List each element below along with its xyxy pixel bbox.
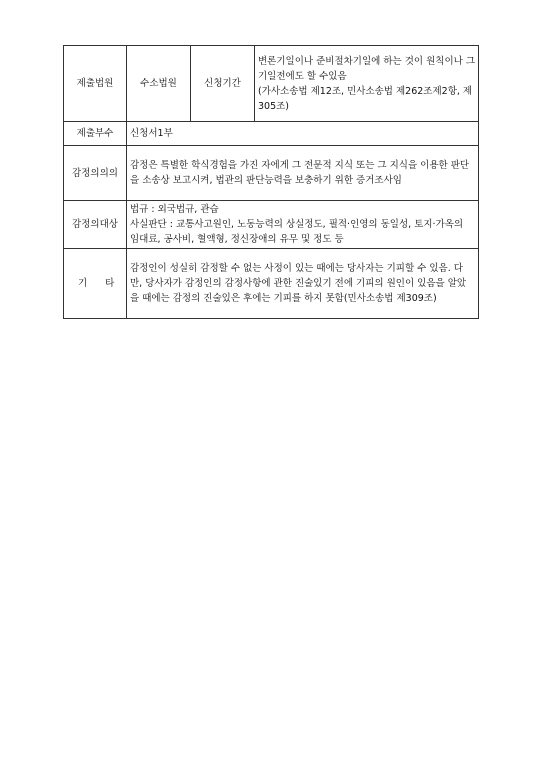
other-value: 감정인이 성실히 감정할 수 없는 사정이 있는 때에는 당사자는 기피할 수 있음. 다만, 당사자가 감정인의 감정사항에 관한 진술있기 전에 기피의 원인이 있음을 알았을 때에는 감정의 진술있은 후에는 기피를 하지 못함(민사소송법 제309조) (127, 249, 479, 319)
target-cell (127, 201, 479, 249)
copies-label: 제출부수 (64, 122, 127, 146)
period-note: (가사소송법 제12조, 민사소송법 제262조제2항, 제305조) (258, 85, 473, 112)
other-row (64, 249, 479, 319)
period-cell (255, 46, 479, 122)
period-text: 변론기일이나 준비절차기일에 하는 것이 원칙이나 그 기일전에도 할 수있음 (258, 55, 475, 82)
copies-row (64, 122, 479, 146)
period-label: 신청기간 (191, 46, 255, 122)
target-line-2: 사실판단 : 교통사고원인, 노동능력의 상실정도, 필적·인영의 동일성, 토지·가옥의 임대료, 공사비, 혈액형, 정신장애의 유무 및 정도 등 (130, 219, 464, 245)
meaning-row (64, 146, 479, 201)
copies-value: 신청서1부 (127, 122, 479, 146)
target-row (64, 201, 479, 249)
target-label: 감정의대상 (64, 201, 127, 249)
meaning-value: 감정은 특별한 학식경험을 가진 자에게 그 전문적 지식 또는 그 지식을 이용한 판단을 소송상 보고시켜, 법관의 판단능력을 보충하기 위한 증거조사임 (127, 146, 479, 201)
court-label: 제출법원 (64, 46, 127, 122)
meaning-label: 감정의의의 (64, 146, 127, 201)
target-line-1: 법규 : 외국법규, 관습 (130, 204, 219, 215)
other-label: 기타 (64, 249, 127, 319)
court-value: 수소법원 (127, 46, 191, 122)
court-row (64, 46, 479, 122)
petition-info-table (63, 45, 479, 319)
